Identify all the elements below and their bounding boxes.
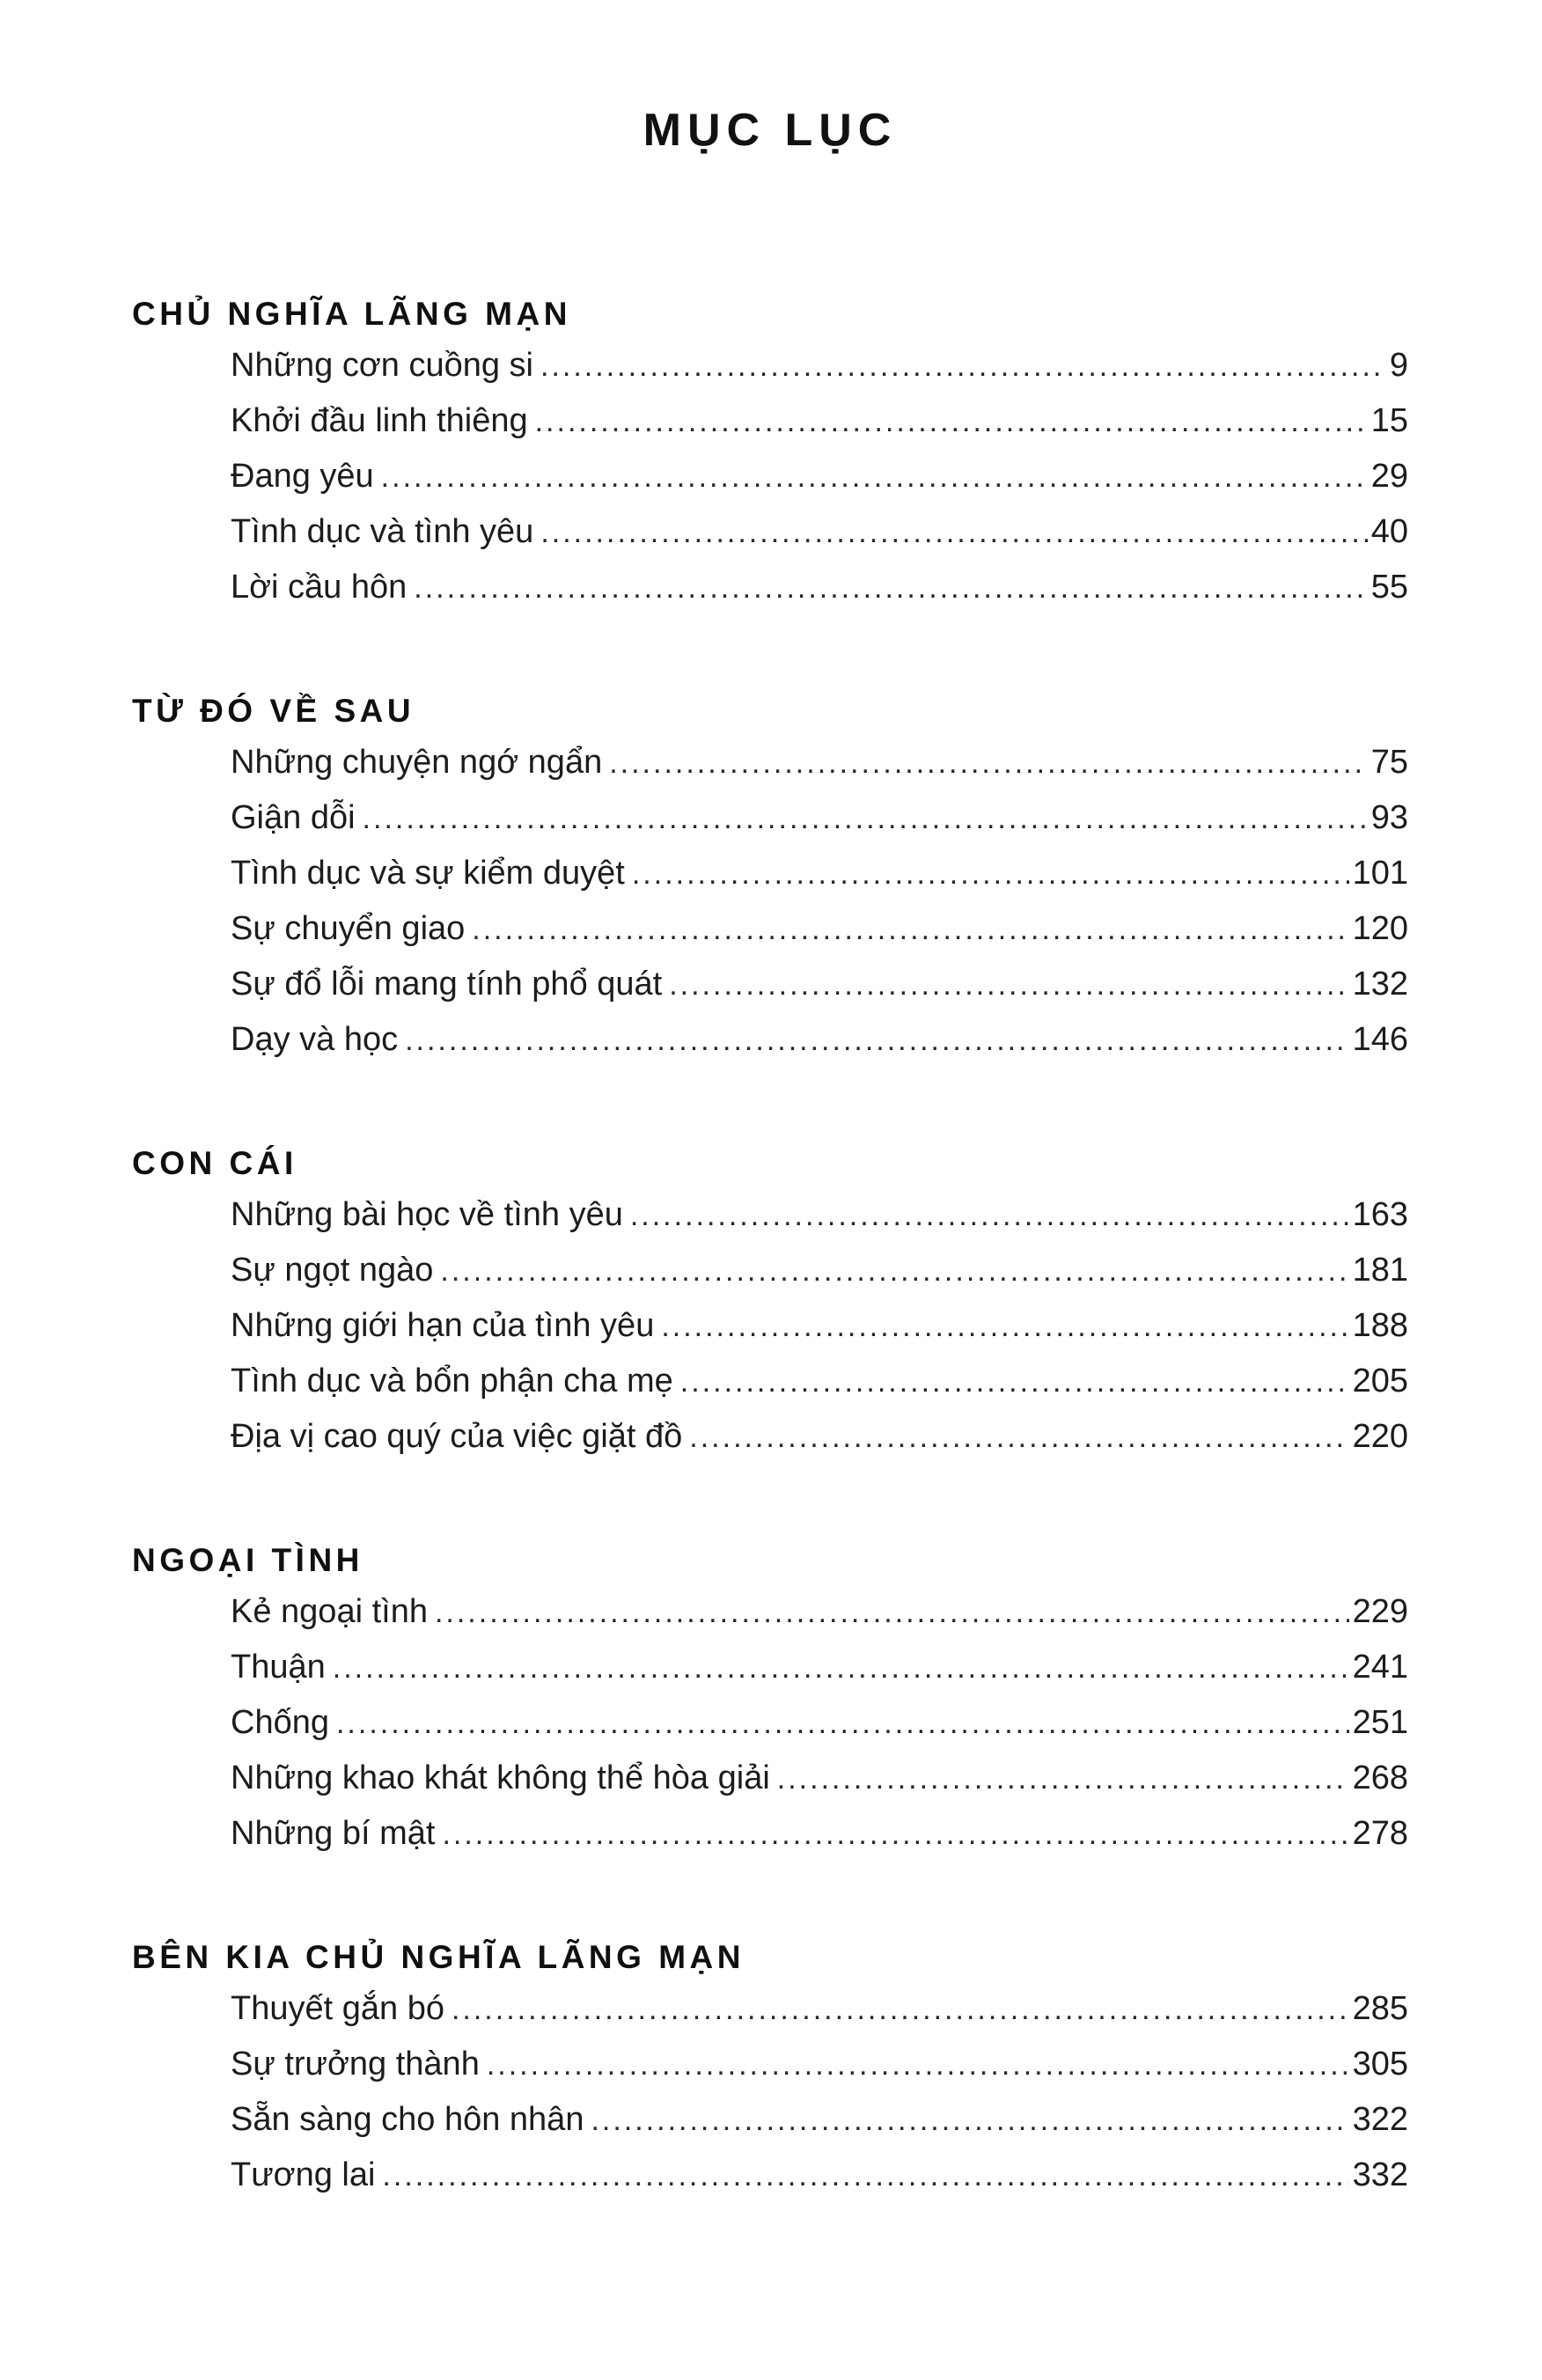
toc-entry xyxy=(231,1815,1408,1870)
toc-entry xyxy=(231,2046,1408,2101)
section-heading: CHỦ NGHĨA LÃNG MẠN xyxy=(132,296,571,332)
entry-label: Những bí mật xyxy=(231,1815,436,1852)
entry-page-number: 146 xyxy=(1352,1021,1408,1058)
dot-leader xyxy=(442,1818,1348,1852)
toc-entry xyxy=(231,1649,1408,1704)
toc-entry xyxy=(231,744,1408,799)
entry-label: Thuyết gắn bó xyxy=(231,1990,444,2027)
entry-label: Những cơn cuồng si xyxy=(231,347,533,384)
toc-entry xyxy=(231,2101,1408,2156)
entry-page-number: 251 xyxy=(1352,1704,1408,1741)
entry-page-number: 55 xyxy=(1370,569,1408,606)
entry-label: Tình dục và bổn phận cha mẹ xyxy=(231,1363,673,1399)
entry-page-number: 15 xyxy=(1370,402,1408,439)
toc-entry xyxy=(231,1252,1408,1307)
dot-leader xyxy=(333,1651,1349,1686)
dot-leader xyxy=(440,1254,1348,1289)
dot-leader xyxy=(435,1596,1349,1630)
section-heading: TỪ ĐÓ VỀ SAU xyxy=(132,693,415,729)
entry-page-number: 278 xyxy=(1352,1815,1408,1852)
toc-entry xyxy=(231,1307,1408,1363)
dot-leader xyxy=(363,802,1368,836)
entry-label: Những giới hạn của tình yêu xyxy=(231,1307,655,1344)
entry-label: Kẻ ngoại tình xyxy=(231,1593,428,1630)
entry-page-number: 29 xyxy=(1370,458,1408,495)
section-heading: CON CÁI xyxy=(132,1145,297,1181)
toc-section xyxy=(132,693,1408,1076)
toc-entry xyxy=(231,458,1408,513)
entry-page-number: 9 xyxy=(1389,347,1408,384)
entry-page-number: 40 xyxy=(1370,513,1408,550)
toc-entry xyxy=(231,1704,1408,1759)
entry-page-number: 75 xyxy=(1370,744,1408,781)
dot-leader xyxy=(630,1199,1349,1233)
dot-leader xyxy=(669,968,1348,1003)
toc-section xyxy=(132,1939,1408,2212)
entry-page-number: 305 xyxy=(1352,2046,1408,2082)
dot-leader xyxy=(535,405,1368,439)
entry-label: Dạy và học xyxy=(231,1021,399,1058)
toc-entry xyxy=(231,799,1408,855)
dot-leader xyxy=(777,1762,1349,1796)
toc-entry xyxy=(231,1363,1408,1418)
toc-entry xyxy=(231,1418,1408,1473)
toc-entry xyxy=(231,855,1408,910)
toc-section xyxy=(132,296,1408,624)
entry-page-number: 93 xyxy=(1370,799,1408,836)
toc-entry xyxy=(231,2156,1408,2212)
entry-label: Tình dục và sự kiểm duyệt xyxy=(231,855,625,892)
entry-label: Sự trưởng thành xyxy=(231,2046,480,2082)
entry-label: Lời cầu hôn xyxy=(231,569,408,606)
dot-leader xyxy=(632,857,1349,892)
entry-label: Chống xyxy=(231,1704,329,1741)
entry-page-number: 163 xyxy=(1352,1196,1408,1233)
page-title: MỤC LỤC xyxy=(642,105,898,156)
entry-label: Những bài học về tình yêu xyxy=(231,1196,623,1233)
entry-page-number: 332 xyxy=(1352,2156,1408,2193)
entry-page-number: 229 xyxy=(1352,1593,1408,1630)
dot-leader xyxy=(405,1024,1349,1058)
toc-entry xyxy=(231,347,1408,402)
toc-section xyxy=(132,1145,1408,1473)
toc-entry xyxy=(231,569,1408,624)
entry-label: Sự đổ lỗi mang tính phổ quát xyxy=(231,966,663,1003)
dot-leader xyxy=(382,2159,1348,2193)
entry-label: Những khao khát không thể hòa giải xyxy=(231,1759,770,1796)
dot-leader xyxy=(689,1421,1348,1455)
entry-label: Địa vị cao quý của việc giặt đồ xyxy=(231,1418,683,1455)
toc-entry xyxy=(231,1759,1408,1815)
dot-leader xyxy=(609,746,1368,781)
dot-leader xyxy=(540,516,1367,550)
dot-leader xyxy=(381,460,1368,495)
entry-page-number: 220 xyxy=(1352,1418,1408,1455)
toc-list xyxy=(132,296,1408,2212)
toc-entry xyxy=(231,910,1408,966)
section-heading: NGOẠI TÌNH xyxy=(132,1542,363,1578)
entry-page-number: 120 xyxy=(1352,910,1408,947)
section-heading: BÊN KIA CHỦ NGHĨA LÃNG MẠN xyxy=(132,1939,745,1975)
entry-label: Tình dục và tình yêu xyxy=(231,513,534,550)
toc-entry xyxy=(231,1990,1408,2046)
dot-leader xyxy=(540,349,1386,384)
entry-label: Tương lai xyxy=(231,2156,376,2193)
toc-entry xyxy=(231,402,1408,458)
entry-label: Giận dỗi xyxy=(231,799,356,836)
entry-label: Sự ngọt ngào xyxy=(231,1252,434,1289)
entry-page-number: 101 xyxy=(1352,855,1408,892)
dot-leader xyxy=(414,571,1367,606)
toc-entry xyxy=(231,1021,1408,1076)
entry-label: Đang yêu xyxy=(231,458,374,495)
entry-page-number: 132 xyxy=(1352,966,1408,1003)
dot-leader xyxy=(661,1310,1348,1344)
dot-leader xyxy=(336,1707,1349,1741)
dot-leader xyxy=(591,2104,1348,2138)
entry-page-number: 241 xyxy=(1352,1649,1408,1686)
dot-leader xyxy=(487,2048,1349,2082)
dot-leader xyxy=(452,1993,1349,2027)
entry-page-number: 322 xyxy=(1352,2101,1408,2138)
entry-label: Những chuyện ngớ ngẩn xyxy=(231,744,603,781)
toc-section xyxy=(132,1542,1408,1870)
entry-page-number: 181 xyxy=(1352,1252,1408,1289)
entry-label: Sự chuyển giao xyxy=(231,910,466,947)
entry-page-number: 285 xyxy=(1352,1990,1408,2027)
toc-entry xyxy=(231,1196,1408,1252)
entry-label: Sẵn sàng cho hôn nhân xyxy=(231,2101,584,2138)
dot-leader xyxy=(472,913,1348,947)
toc-entry xyxy=(231,966,1408,1021)
entry-page-number: 268 xyxy=(1352,1759,1408,1796)
entry-page-number: 188 xyxy=(1352,1307,1408,1344)
entry-label: Khởi đầu linh thiêng xyxy=(231,402,528,439)
entry-page-number: 205 xyxy=(1352,1363,1408,1399)
toc-entry xyxy=(231,1593,1408,1649)
entry-label: Thuận xyxy=(231,1649,326,1686)
dot-leader xyxy=(680,1365,1349,1399)
toc-entry xyxy=(231,513,1408,569)
